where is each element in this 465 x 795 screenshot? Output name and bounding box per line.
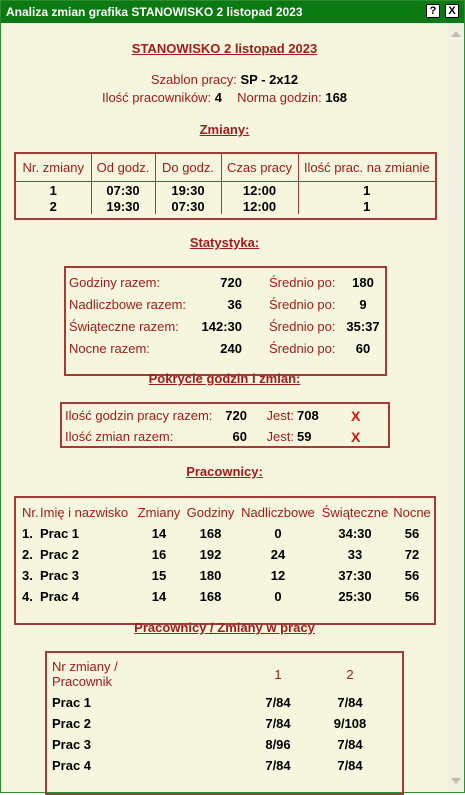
worker-overtime: 12	[270, 568, 286, 583]
worker-hours: 168	[199, 589, 222, 604]
worker-shifts-value: 9/108	[333, 716, 367, 731]
window-title: Analiza zmian grafika STANOWISKO 2 listopad 2023	[6, 5, 303, 19]
workers-count-label: Ilość pracowników:	[101, 90, 212, 105]
worker-shifts-row	[52, 734, 386, 755]
worker-name: Prac 3	[40, 568, 80, 583]
worker-holiday: 33	[347, 547, 363, 562]
coverage-is-label: Jest:	[266, 429, 294, 444]
close-button[interactable]: X	[445, 4, 459, 18]
worker-nr: 4.	[22, 589, 33, 604]
worker-overtime: 0	[274, 526, 282, 541]
worker-shifts-col-1: 1	[274, 666, 282, 682]
stats-value: 720	[220, 274, 242, 290]
worker-nr: 1.	[22, 526, 33, 541]
worker-shifts-row	[52, 713, 386, 734]
stats-label: Godziny razem:	[69, 274, 161, 290]
worker-shifts-corner	[52, 656, 242, 692]
stats-label: Nadliczbowe razem:	[69, 296, 187, 312]
worker-name: Prac 1	[40, 526, 80, 541]
stats-value: 142:30	[201, 318, 242, 334]
worker-shifts-value: 8/96	[265, 737, 291, 752]
workers-heading: Pracownicy:	[186, 464, 263, 479]
worker-hours: 180	[199, 568, 222, 583]
stats-avg-label: Średnio po:	[269, 296, 336, 312]
template-line	[1, 72, 448, 87]
stats-row	[69, 315, 383, 337]
worker-night: 56	[404, 526, 420, 541]
coverage-is-label: Jest:	[266, 408, 294, 423]
workers-col-shifts: Zmiany	[137, 505, 181, 520]
worker-row	[22, 544, 433, 565]
worker-row	[22, 523, 433, 544]
coverage-table	[65, 405, 381, 447]
corner-line-2: Pracownik	[52, 674, 112, 689]
worker-night: 56	[404, 589, 420, 604]
worker-shifts-row	[52, 755, 386, 776]
workers-table	[22, 502, 433, 607]
shift-row	[16, 198, 435, 214]
workers-col-nr: Nr.	[22, 505, 39, 520]
stats-avg-label: Średnio po:	[269, 340, 336, 356]
shift-duration: 12:00	[221, 182, 298, 199]
stats-label: Świąteczne razem:	[69, 318, 179, 334]
worker-nr: 2.	[22, 547, 33, 562]
vertical-scrollbar[interactable]	[448, 23, 464, 792]
mismatch-x-icon: X	[351, 407, 361, 424]
worker-shifts-table	[52, 656, 386, 776]
shift-row	[16, 182, 435, 199]
norm-hours-value: 168	[325, 90, 348, 105]
template-value: SP - 2x12	[240, 72, 299, 87]
coverage-actual: 59	[297, 429, 312, 444]
stats-value: 36	[227, 296, 242, 312]
worker-row	[22, 586, 433, 607]
worker-shifts-value: 7/84	[337, 758, 363, 773]
worker-shifts-header-row	[52, 656, 386, 692]
worker-shifts-col-2: 2	[346, 666, 354, 682]
worker-overtime: 24	[270, 547, 286, 562]
shift-from: 19:30	[91, 198, 155, 214]
worker-night: 72	[404, 547, 420, 562]
worker-holiday: 25:30	[338, 589, 372, 604]
title-bar[interactable]	[1, 1, 464, 23]
worker-shifts-name: Prac 1	[52, 695, 92, 710]
stats-table	[69, 271, 383, 359]
scroll-down-arrow-icon[interactable]	[451, 778, 461, 784]
shift-from: 07:30	[91, 182, 155, 199]
shift-to: 07:30	[155, 198, 221, 214]
stats-row	[69, 293, 383, 315]
shift-count: 1	[298, 198, 435, 214]
shift-nr: 1	[49, 182, 57, 198]
worker-name: Prac 2	[40, 547, 80, 562]
worker-name: Prac 4	[40, 589, 80, 604]
workers-count-value: 4	[214, 90, 222, 105]
shifts-col-nr: Nr. zmiany	[16, 154, 91, 182]
template-label: Szablon pracy:	[150, 72, 237, 87]
workers-col-holiday: Świąteczne	[321, 505, 389, 520]
coverage-heading: Pokrycie godzin i zmian:	[148, 371, 301, 386]
mismatch-x-icon: X	[351, 428, 361, 445]
report-content	[1, 23, 448, 792]
coverage-actual: 708	[297, 408, 319, 423]
stats-label: Nocne razem:	[69, 340, 150, 356]
worker-shifts: 14	[151, 589, 167, 604]
worker-holiday: 37:30	[338, 568, 372, 583]
worker-shifts-row	[52, 692, 386, 713]
worker-hours: 168	[199, 526, 222, 541]
scroll-up-arrow-icon[interactable]	[451, 31, 461, 37]
stats-avg-value: 35:37	[346, 318, 380, 334]
stats-row	[69, 271, 383, 293]
coverage-row	[65, 405, 381, 426]
shifts-box	[14, 152, 437, 220]
worker-overtime: 0	[274, 589, 282, 604]
worker-hours: 192	[199, 547, 222, 562]
coverage-value: 60	[232, 429, 247, 444]
worker-shifts-heading: Pracownicy / Zmiany w pracy	[134, 620, 315, 635]
workers-col-name: Imię i nazwisko	[40, 505, 129, 520]
shift-to: 19:30	[155, 182, 221, 199]
worker-shifts-name: Prac 2	[52, 716, 92, 731]
worker-shifts-name: Prac 4	[52, 758, 92, 773]
stats-avg-value: 60	[355, 340, 371, 356]
stats-heading: Statystyka:	[189, 235, 260, 250]
stats-row	[69, 337, 383, 359]
stats-avg-label: Średnio po:	[269, 318, 336, 334]
shifts-col-count: Ilość prac. na zmianie	[298, 154, 435, 182]
norm-hours-label: Norma godzin:	[237, 90, 322, 105]
worker-shifts: 14	[151, 526, 167, 541]
worker-shifts-value: 7/84	[337, 737, 363, 752]
worker-shifts: 15	[151, 568, 167, 583]
coverage-label: Ilość zmian razem:	[65, 429, 174, 444]
worker-holiday: 34:30	[338, 526, 372, 541]
corner-line-1: Nr zmiany /	[52, 659, 118, 674]
workers-norm-line	[1, 90, 448, 105]
shifts-heading: Zmiany:	[199, 122, 250, 137]
help-button[interactable]: ?	[426, 4, 440, 18]
workers-header-row	[22, 502, 433, 523]
worker-shifts-name: Prac 3	[52, 737, 92, 752]
stats-box	[64, 266, 387, 376]
worker-nr: 3.	[22, 568, 33, 583]
coverage-value: 720	[225, 408, 247, 423]
shift-nr: 2	[49, 198, 57, 214]
coverage-label: Ilość godzin pracy razem:	[65, 408, 213, 423]
worker-shifts: 16	[151, 547, 167, 562]
worker-night: 56	[404, 568, 420, 583]
worker-shifts-box	[45, 651, 404, 795]
shifts-table	[16, 154, 435, 214]
stats-value: 240	[220, 340, 242, 356]
workers-col-hours: Godziny	[186, 505, 235, 520]
shift-count: 1	[298, 182, 435, 199]
workers-col-overtime: Nadliczbowe	[241, 505, 315, 520]
worker-shifts-value: 7/84	[265, 716, 291, 731]
report-title: STANOWISKO 2 listopad 2023	[131, 41, 318, 56]
workers-box	[14, 496, 436, 625]
worker-shifts-value: 7/84	[337, 695, 363, 710]
shifts-col-from: Od godz.	[91, 154, 155, 182]
coverage-box	[60, 402, 390, 448]
worker-shifts-value: 7/84	[265, 758, 291, 773]
shifts-col-duration: Czas pracy	[221, 154, 298, 182]
workers-col-night: Nocne	[393, 505, 431, 520]
worker-row	[22, 565, 433, 586]
stats-avg-value: 180	[352, 274, 374, 290]
stats-avg-label: Średnio po:	[269, 274, 336, 290]
coverage-row	[65, 426, 381, 447]
shift-duration: 12:00	[221, 198, 298, 214]
stats-avg-value: 9	[359, 296, 367, 312]
worker-shifts-value: 7/84	[265, 695, 291, 710]
shifts-col-to: Do godz.	[155, 154, 221, 182]
